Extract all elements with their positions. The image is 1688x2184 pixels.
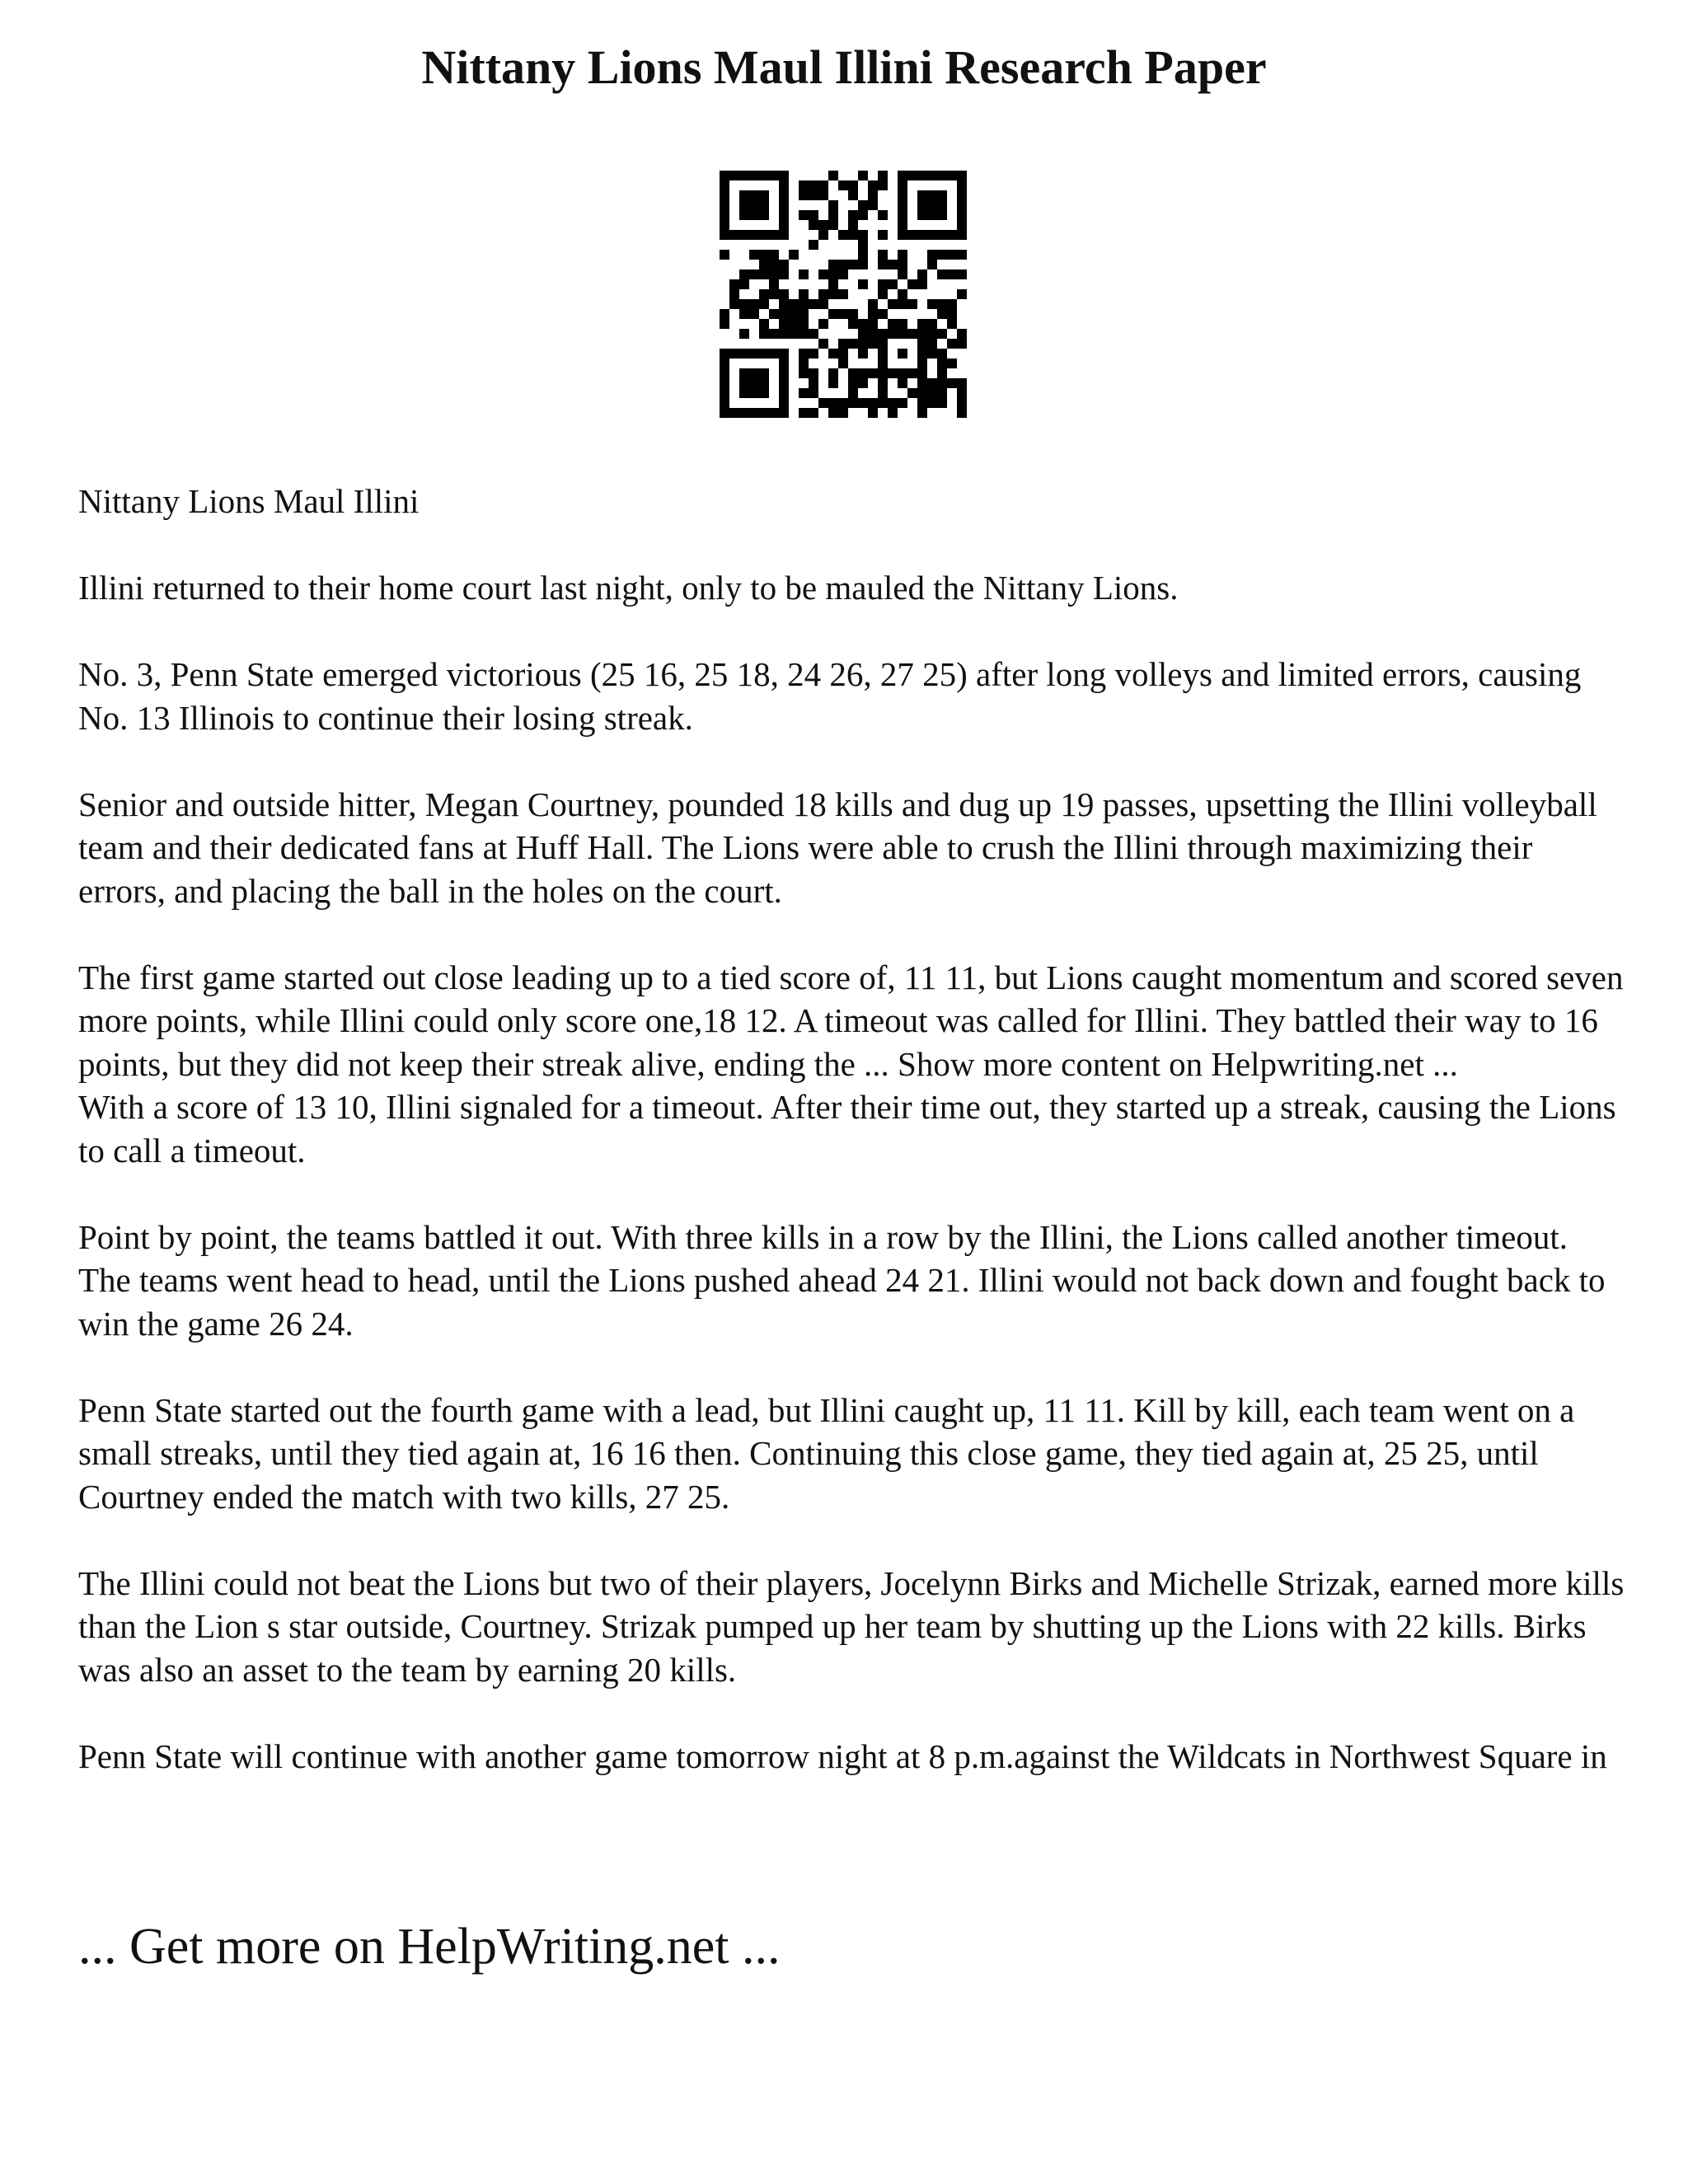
paragraph: The first game started out close leading up to a tied score of, 11 11, but Lions caught momentum and scored seven more points, while Illini could only score one,18 12. A timeout was called for Illini. They battled their way to 16 points, but they did not keep their streak alive, ending the ... Show more content on Helpwriting.net ... xyxy=(78,958,1624,1083)
qr-code-graphic xyxy=(720,171,967,418)
page-title: Nittany Lions Maul Illini Research Paper xyxy=(421,40,1267,94)
paragraph: Penn State started out the fourth game with a lead, but Illini caught up, 11 11. Kill by kill, each team went on a small streaks, until they tied again at, 16 16 then. Continuing this close game, they tied again at, 25 25, until Courtney ended the match with two kills, 27 25. xyxy=(78,1390,1575,1516)
get-more-link[interactable]: ... Get more on HelpWriting.net ... xyxy=(78,1919,781,1975)
paragraph: The Illini could not beat the Lions but two of their players, Jocelynn Birks and Michelle Strizak, earned more kills than the Lion s star outside, Courtney. Strizak pumped up her team by shutting up the Lions with 22 kills. Birks was also an asset to the team by earning 20 kills. xyxy=(78,1563,1625,1689)
paragraph: With a score of 13 10, Illini signaled for a timeout. After their time out, they started up a streak, causing the Lions to call a timeout. xyxy=(78,1088,1616,1169)
qr-code[interactable] xyxy=(720,171,967,418)
paragraph: Point by point, the teams battled it out. With three kills in a row by the Illini, the Lions called another timeout. The teams went head to head, until the Lions pushed ahead 24 21. Illini would not back down and fought back to win the game 26 24. xyxy=(78,1217,1606,1343)
article-body xyxy=(78,480,1628,1821)
paragraph: Senior and outside hitter, Megan Courtney, pounded 18 kills and dug up 19 passes, upsetting the Illini volleyball team and their dedicated fans at Huff Hall. The Lions were able to crush the Illini through maximizing their errors, and placing the ball in the holes on the court. xyxy=(78,785,1597,910)
paragraph: No. 3, Penn State emerged victorious (25 16, 25 18, 24 26, 27 25) after long volleys and limited errors, causing No. 13 Illinois to continue their losing streak. xyxy=(78,655,1582,737)
paragraph: Penn State will continue with another game tomorrow night at 8 p.m.against the Wildcats in Northwest Square in xyxy=(78,1736,1607,1775)
article-headline: Nittany Lions Maul Illini xyxy=(78,482,420,520)
paragraph: Illini returned to their home court last night, only to be mauled the Nittany Lions. xyxy=(78,569,1179,607)
